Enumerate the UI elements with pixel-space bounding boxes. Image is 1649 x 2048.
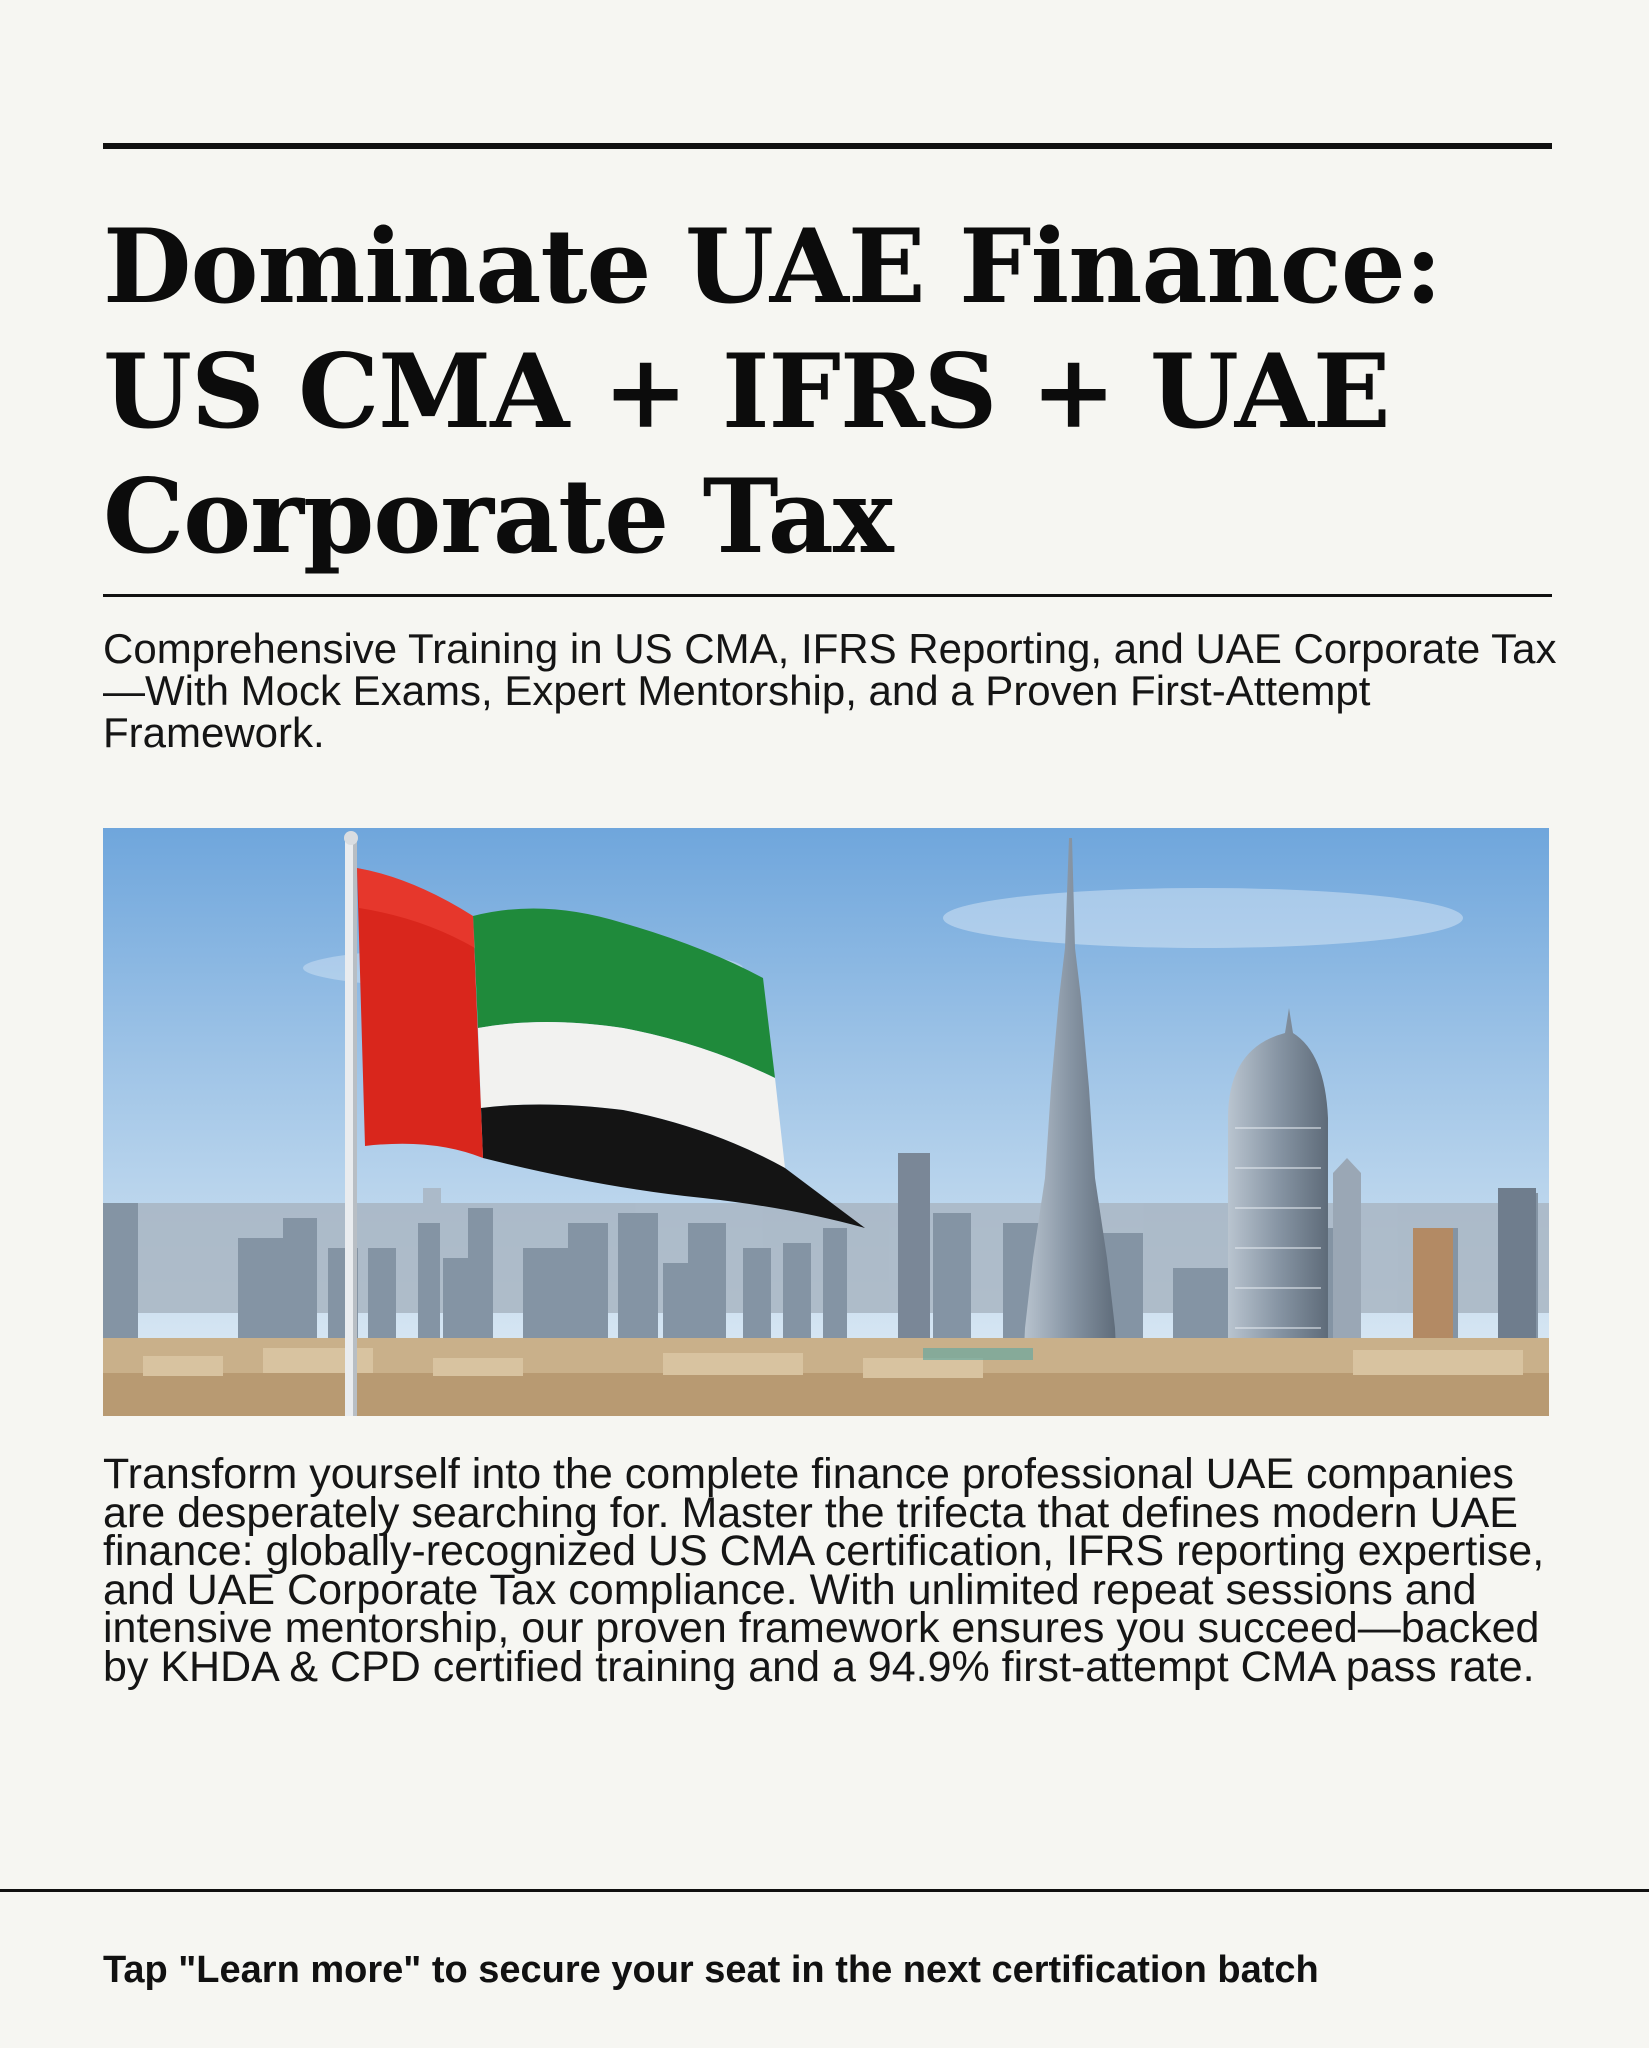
body-copy: Transform yourself into the complete finance professional UAE companies are desperately searching for. Master the trifecta that defines modern UAE finance: globally-recognized US CMA certification, IFRS reporting expertise, and UAE Corporate Tax compliance. With unlimited repeat sessions and intensive mentorship, our proven framework ensures you succeed—backed by KHDA & CPD certified training and a 94.9% first-attempt CMA pass rate.	[103, 1450, 1545, 1691]
headline-line-3: Corporate Tax	[103, 457, 893, 577]
address-tower	[1228, 1008, 1328, 1373]
headline-rule	[103, 594, 1552, 597]
top-rule	[103, 143, 1552, 149]
headline-line-2: US CMA + IFRS + UAE	[103, 332, 1390, 452]
subheadline: Comprehensive Training in US CMA, IFRS Reporting, and UAE Corporate Tax—With Mock Exams, Expert Mentorship, and a Proven First-Attempt Framework.	[103, 625, 1557, 756]
bottom-rule	[0, 1889, 1649, 1892]
headline	[103, 205, 1563, 580]
hero-image	[103, 828, 1549, 1416]
cta-text: Tap "Learn more" to secure your seat in the next certification batch	[103, 1949, 1319, 1991]
headline-line-1: Dominate UAE Finance:	[103, 207, 1442, 327]
